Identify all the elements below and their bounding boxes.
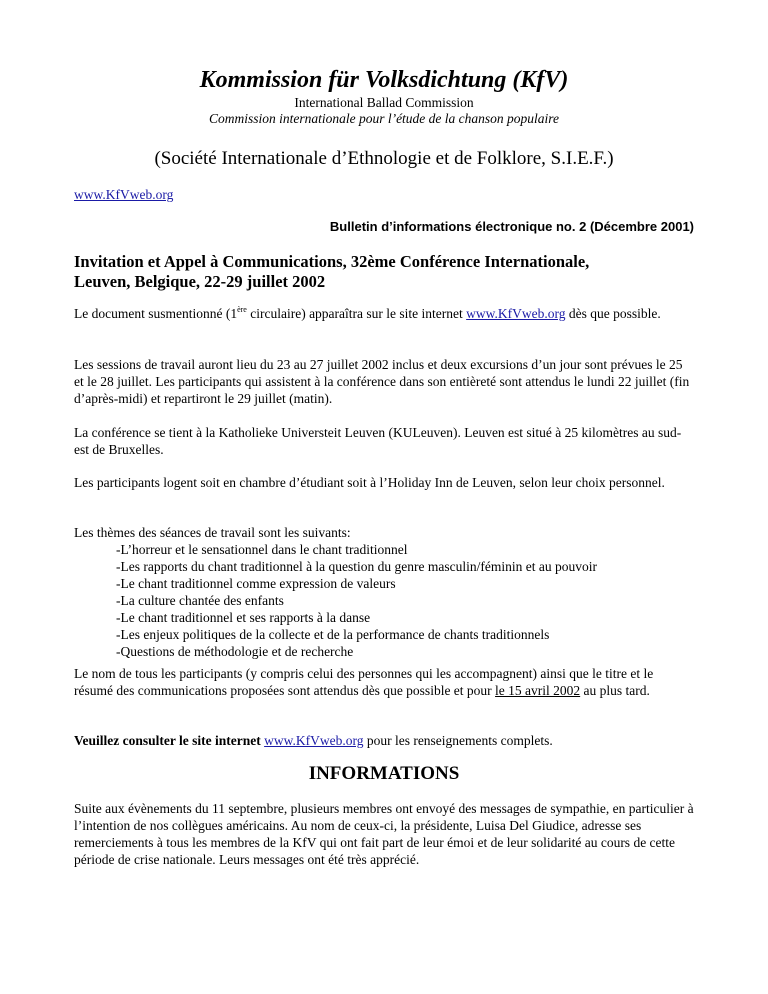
paragraph-sessions: Les sessions de travail auront lieu du 23 au 27 juillet 2002 inclus et deux excursions d’un jour sont prévues le 25 et le 28 juillet. Les participants qui assistent à la conférence dans son entièreté sont attendus le lundi 22 juillet (fin d’après-midi) et repartiront le 29 juillet (matin). [74,357,690,406]
circular-superscript: ère [237,304,247,314]
invitation-heading [74,252,694,292]
consult-text-end: pour les renseignements complets. [363,733,553,748]
circular-text-mid: circulaire) apparaîtra sur le site internet [246,306,467,321]
circular-website-link[interactable]: www.KfVweb.org [466,306,566,321]
subtitle-english: International Ballad Commission [294,95,474,110]
informations-title: INFORMATIONS [308,763,460,784]
themes-list [74,541,694,660]
theme-item: -Les enjeux politiques de la collecte et de la performance de chants traditionnels [116,627,550,642]
consult-website-link[interactable]: www.KfVweb.org [264,733,364,748]
invitation-heading-line1: Invitation et Appel à Communications, 32ème Conférence Internationale, [74,252,590,271]
paragraph-lodging: Les participants logent soit en chambre d’étudiant soit à l’Holiday Inn de Leuven, selon leur choix personnel. [74,475,665,490]
themes-intro: Les thèmes des séances de travail sont les suivants: [74,525,351,540]
invitation-heading-line2: Leuven, Belgique, 22-29 juillet 2002 [74,272,326,291]
theme-item: -Le chant traditionnel et ses rapports à la danse [116,610,371,625]
paragraph-venue: La conférence se tient à la Katholieke Universteit Leuven (KULeuven). Leuven est situé à 25 kilomètres au sud-est de Bruxelles. [74,425,682,457]
society-name: (Société Internationale d’Ethnologie et de Folklore, S.I.E.F.) [154,148,614,169]
themes-section [74,524,694,660]
theme-item: -La culture chantée des enfants [116,593,284,608]
paragraph-consult [74,732,694,749]
theme-item: -Les rapports du chant traditionnel à la question du genre masculin/féminin et au pouvoir [116,559,597,574]
deadline-text-start: Le nom de tous les participants (y compris celui des personnes qui les accompagnent) ainsi que le titre et le résumé des communications proposées sont attendus dès que possible et pour [74,666,654,698]
bulletin-label: Bulletin d’informations électronique no. 2 (Décembre 2001) [329,219,694,234]
deadline-text-end: au plus tard. [580,683,650,698]
website-link[interactable]: www.KfVweb.org [74,187,174,202]
subtitle-french: Commission internationale pour l’étude de la chanson populaire [208,111,560,126]
theme-item: -L’horreur et le sensationnel dans le chant traditionnel [116,542,408,557]
paragraph-circular [74,305,694,322]
circular-text-end: dès que possible. [565,306,661,321]
website-line [74,187,173,203]
deadline-date: le 15 avril 2002 [495,683,581,698]
paragraph-deadline [74,665,694,699]
theme-item: -Le chant traditionnel comme expression de valeurs [116,576,396,591]
document-title: Kommission für Volksdichtung (KfV) [199,67,569,93]
theme-item: -Questions de méthodologie et de recherche [116,644,354,659]
paragraph-informations: Suite aux évènements du 11 septembre, plusieurs membres ont envoyé des messages de sympathie, en particulier à l’intention de nos collègues américains. Au nom de ceux-ci, la présidente, Luisa Del Giudice, adresse ses remerciements à tous les membres de la KfV qui ont fait part de leur émoi et de leur solidarité au cours de cette période de crise nationale. Leurs messages ont été très apprécié. [74,801,694,867]
consult-bold-text: Veuillez consulter le site internet [74,733,261,748]
circular-text-start: Le document susmentionné (1 [74,306,238,321]
